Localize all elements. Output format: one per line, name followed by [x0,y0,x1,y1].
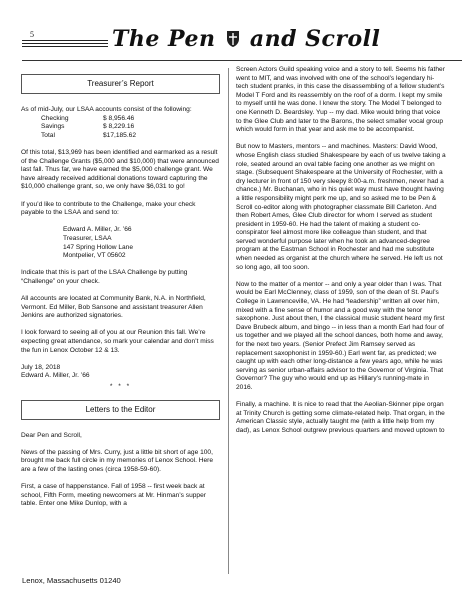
column-divider [228,68,229,574]
report-date: July 18, 2018 [21,363,61,371]
account-amount: $ 8,956.46 [103,114,135,122]
crest-icon [226,30,240,48]
masthead [22,26,442,62]
account-row [21,132,220,141]
section-separator: * * * [109,383,132,390]
masthead-rule [22,40,108,41]
treasurer-paragraph: I look forward to seeing all of you at our Reunion this fall. We’re expecting great attendance, so mark your calendar and don’t miss the fun in Lenox October 12 & 13. [21,329,214,354]
masthead-title-right: and Scroll [249,26,381,52]
treasurer-intro: As of mid-July, our LSAA accounts consist of the following: [21,106,192,113]
letter-salutation: Dear Pen and Scroll, [21,431,82,439]
page-number: 5 [30,30,34,39]
masthead-rule [22,43,108,44]
letter-paragraph: First, a case of happenstance. Fall of 1958 -- first week back at school, Fifth Form, meeting newcomers at Mr. Hinman’s supper table. Enter one Mike Dunlop, with a [21,483,206,508]
mailing-address [21,226,220,260]
account-row [21,123,220,132]
treasurer-paragraph: Of this total, $13,969 has been identified and earmarked as a result of the Challenge Grants ($5,000 and $10,000) that were announced last fall. Thus far, we have earned the $5,000 challenge grant. We have already received additional donations toward capturing the $10,000 challenge grant, so, we only have $6,031 to go! [21,148,219,191]
letter-paragraph: But now to Masters, mentors -- and machines. Masters: David Wood, whose English class studied Shakespeare by each of us twelve taking a role, seated around an oval table facing one another as we might on stage. (Subsequent Shakespeare at the University of Rochester, with a dry lecturer in front of 150 very sleepy 8:00-a.m. freshmen, never had a chance.) Mr. Buchanan, who in his quiet way must have thought having a little responsibility might perk me up, and so asked me to be Pen & Scroll co-editor along with photographer classmate Bill Carleton. And then Robert Ames, Glee Club director for whom I served as student president in 1959-60. He had the talent of making a student co-conspirator feel almost more like colleague than student, and that served wonderful purpose later when he took an advanced-degree program at the Eastman School in Rochester and had me substitute when needed as organist at the church where he served. He left us not so long ago, all too soon. [236,143,446,271]
address-line: Treasurer, LSAA [63,234,112,242]
letter-paragraph: Finally, a machine. It is nice to read that the Aeolian-Skinner pipe organ at Trinity Church is getting some climate-related help. That organ, in the American Classic style, actually taught me (with a little help from my dad), as Lenox School outgrew previous quarters and moved uptown to [236,401,445,434]
account-row [21,115,220,124]
address-line: Edward A. Miller, Jr. ’66 [63,226,132,234]
letter-paragraph: News of the passing of Mrs. Curry, just a little bit short of age 100, brought me back full circle in my memories of Lenox School. Here are a few of the lasting ones (circa 1958-59-60). [21,448,214,473]
account-label: Checking [41,114,69,122]
right-column [236,66,446,436]
address-line: Montpelier, VT 05602 [63,252,126,260]
account-label: Savings [41,123,65,131]
accounts-list [21,115,220,141]
treasurer-paragraph: Indicate that this is part of the LSAA Challenge by putting “Challenge” on your check. [21,269,188,285]
letter-paragraph: Screen Actors Guild speaking voice and a story to tell. Seems his father went to MIT, and was involved with one of the school’s legendary hi-tech student pranks, in this case the disassembling of a fellow student’s Model T Ford and its reassembly on the roof of a dorm. I kept my smile to myself until he was done. I knew the story. The Model T belonged to one Kenneth D. Beardsley. Yup -- my dad. Mike would bring that voice to the Glee Club and later to the Barons, the select smaller vocal group which would form in that year and ask me to be accompanist. [236,66,445,134]
letter-paragraph: Now to the matter of a mentor -- and only a year older than I was. That would be Earl McClenney, class of 1959, son of the dean of St. Paul’s College in Lawrenceville, VA. He had “leadership” written all over him, mixed with a fine sense of humor and a good way with the tenor saxophone. Just about then, I the classical music student heard my first Dave Brubeck album, and bingo -- in less than a month Earl had four of us together and we played all the school dances, both home and away, for the next two years. (Senior Prefect Jim Ramsey served as replacement saxophonist in 1959-60.) Earl went far, as predicted; we caught up with each other long-distance a few years ago, while he was serving as senior urban-affairs advisor to the Governor of Virginia. That Governor? The guy who would end up as Hillary’s running-mate in 2016. [236,280,445,391]
left-column [21,74,220,509]
address-line: 147 Spring Hollow Lane [63,243,134,251]
letters-heading: Letters to the Editor [21,400,220,420]
account-label: Total [41,131,55,139]
treasurer-heading: Treasurer’s Report [21,74,220,94]
masthead-underline [22,60,462,61]
treasurer-paragraph: If you’d like to contribute to the Challenge, make your check payable to the LSAA and send to: [21,200,196,217]
treasurer-paragraph: All accounts are located at Community Bank, N.A. in Northfield, Vermont. Ed Miller, Bob Sansone and assistant treasurer Allen Jenkins are authorized signatories. [21,295,206,320]
masthead-title [112,26,380,52]
masthead-rule [22,46,108,47]
account-amount: $ 8,229.16 [103,123,135,131]
masthead-title-left: The Pen [112,26,216,52]
account-amount: $17,185.62 [103,131,137,139]
footer-address: Lenox, Massachusetts 01240 [22,576,121,585]
report-signature: Edward A. Miller, Jr. ’66 [21,372,90,380]
